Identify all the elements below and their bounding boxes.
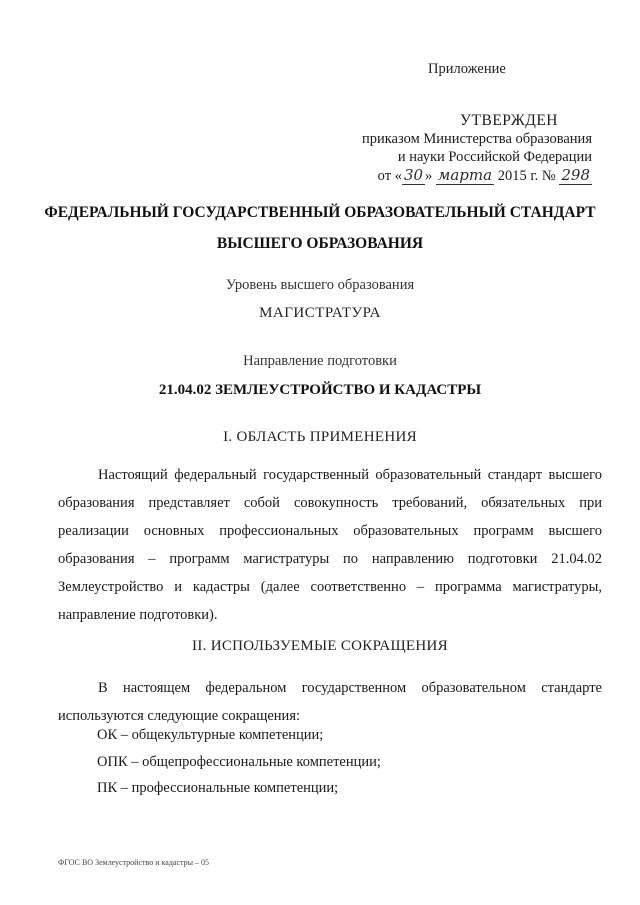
standard-title-line-1: ФЕДЕРАЛЬНЫЙ ГОСУДАРСТВЕННЫЙ ОБРАЗОВАТЕЛЬНЫЙ СТАНДАРТ [44,204,596,221]
approval-title: УТВЕРЖДЕН [460,112,558,129]
order-month-handwritten: марта [437,166,493,184]
abbreviation-item: ОК – общекультурные компетенции; [97,727,324,743]
abbreviation-item: ОПК – общепрофессиональные компетенции; [97,754,381,770]
abbreviation-item: ПК – профессиональные компетенции; [97,780,339,796]
education-level-value: МАГИСТРАТУРА [259,305,381,321]
section-1-paragraph: Настоящий федеральный государственный образовательный стандарт высшего образования представляет собой совокупность требований, обязательных при реализации основных профессиональных образовательных программ высшего образования – программ магистратуры по направлению подготовки 21.04.02 Землеустройство и кадастры (далее соответственно – программа магистратуры, направление подготовки). [58,467,602,623]
standard-title [0,197,640,259]
training-direction-label: Направление подготовки [243,353,397,369]
order-year: 2015 г. № [494,168,560,184]
section-1-heading: I. ОБЛАСТЬ ПРИМЕНЕНИЯ [223,429,417,445]
order-number-handwritten: 298 [561,166,590,184]
appendix-label: Приложение [428,61,506,77]
training-direction-value: 21.04.02 ЗЕМЛЕУСТРОЙСТВО И КАДАСТРЫ [158,382,482,398]
approval-line-1: приказом Министерства образования [361,131,592,147]
order-prefix: от « [377,168,402,184]
page-footer: ФГОС ВО Землеустройство и кадастры – 05 [58,858,209,867]
order-day-handwritten: 30 [403,166,424,184]
section-2-paragraph: В настоящем федеральном государственном образовательном стандарте используются следующие сокращения: [58,680,602,724]
approval-block [362,112,592,185]
section-2-heading: II. ИСПОЛЬЗУЕМЫЕ СОКРАЩЕНИЯ [192,638,448,654]
approval-line-2: и науки Российской Федерации [397,149,592,165]
order-line [362,166,592,185]
standard-title-line-2: ВЫСШЕГО ОБРАЗОВАНИЯ [216,235,424,252]
order-mid: » [425,168,436,184]
education-level-label: Уровень высшего образования [225,277,415,293]
